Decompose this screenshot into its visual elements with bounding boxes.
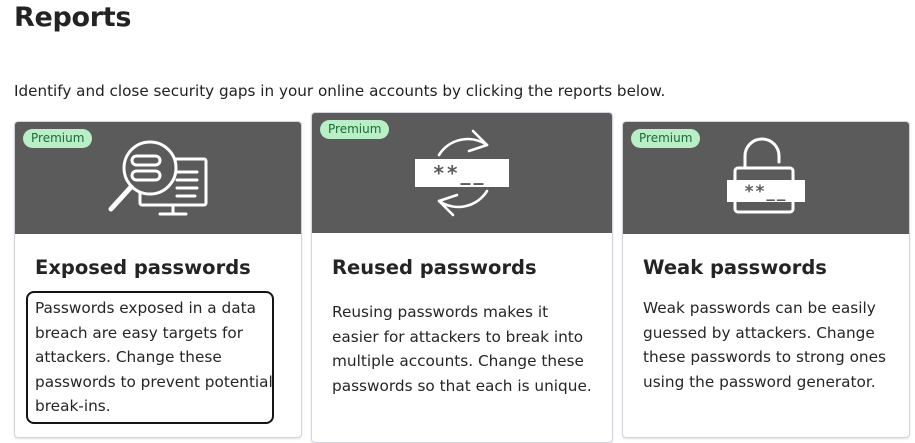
report-card-weak-passwords[interactable] xyxy=(622,121,910,438)
premium-badge: Premium xyxy=(631,129,700,148)
card-hero xyxy=(623,122,909,234)
card-description: Weak passwords can be easily guessed by attackers. Change these passwords to strong ones using the password generator. xyxy=(643,299,887,391)
password-refresh-icon xyxy=(407,125,519,217)
svg-text:**__: **__ xyxy=(744,182,788,202)
focus-ring xyxy=(26,291,274,424)
magnifier-monitor-icon xyxy=(105,134,215,224)
report-card-reused-passwords[interactable] xyxy=(311,112,613,443)
card-description: Reusing passwords makes it easier for attackers to break into multiple accounts. Change these passwords so that each is unique. xyxy=(332,303,592,395)
page-title: Reports xyxy=(14,2,132,33)
premium-badge: Premium xyxy=(23,129,92,148)
card-hero xyxy=(312,113,612,233)
page-subtitle: Identify and close security gaps in your online accounts by clicking the reports below. xyxy=(14,82,666,100)
svg-text:**__: **__ xyxy=(433,161,487,185)
card-hero xyxy=(15,122,301,234)
card-title: Reused passwords xyxy=(332,256,537,279)
premium-badge: Premium xyxy=(320,120,389,139)
card-description: Passwords exposed in a data breach are easy targets for attackers. Change these passwords to prevent potential break-ins. xyxy=(35,299,273,415)
card-title: Weak passwords xyxy=(643,256,827,279)
report-card-exposed-passwords[interactable] xyxy=(14,121,302,438)
card-title: Exposed passwords xyxy=(35,256,251,279)
padlock-password-icon xyxy=(723,134,813,224)
